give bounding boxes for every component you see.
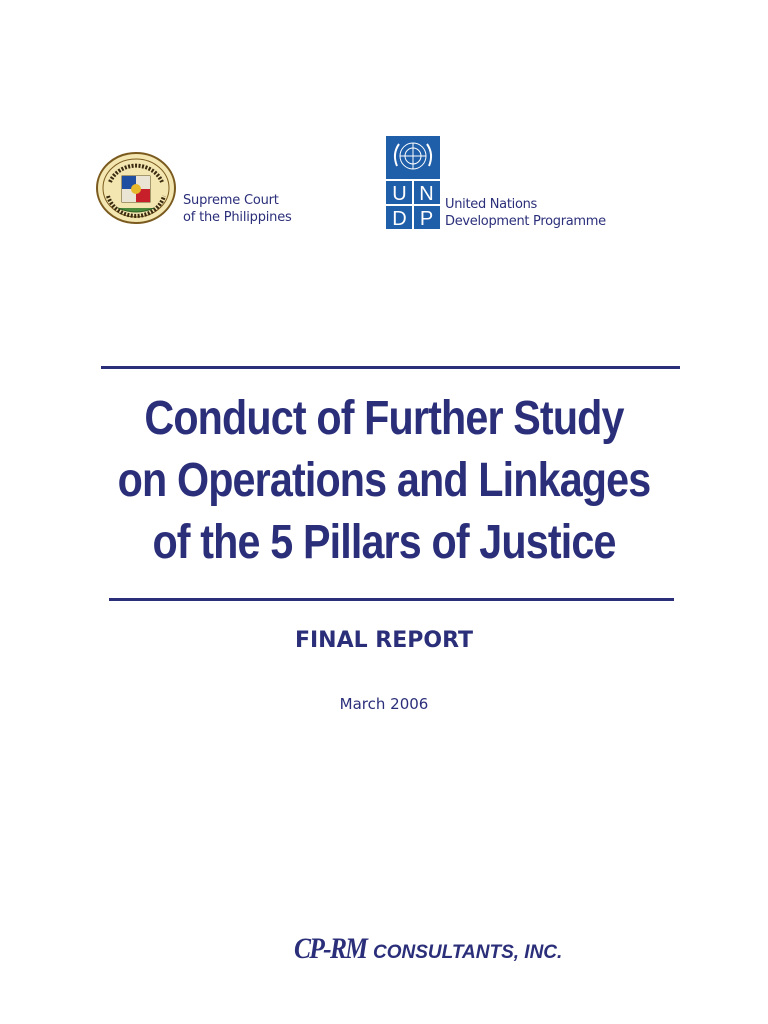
undp-letter-u: U — [392, 183, 407, 205]
undp-label — [445, 196, 606, 230]
supreme-court-line2: of the Philippines — [183, 210, 292, 225]
undp-letter-p: P — [419, 208, 434, 229]
title-top-divider — [101, 366, 680, 369]
undp-letter-d: D — [392, 208, 407, 229]
undp-letter-n: N — [419, 183, 434, 205]
supreme-court-line1: Supreme Court — [183, 193, 279, 208]
report-date: March 2006 — [339, 695, 429, 713]
title-line3: of the 5 Pillars of Justice — [152, 516, 616, 569]
firm-mark: CP-RM — [294, 932, 367, 965]
title-line2: on Operations and Linkages — [117, 454, 651, 507]
report-subtitle: FINAL REPORT — [294, 628, 474, 653]
firm-name: CONSULTANTS, INC. — [373, 942, 563, 963]
report-title — [105, 388, 662, 574]
supreme-court-label — [183, 192, 292, 226]
firm-logo — [294, 932, 562, 972]
undp-line2: Development Programme — [445, 214, 606, 229]
title-bottom-divider — [109, 598, 674, 601]
undp-line1: United Nations — [445, 197, 538, 212]
title-line1: Conduct of Further Study — [144, 392, 624, 445]
undp-logo-icon — [386, 136, 440, 229]
supreme-court-seal-icon — [96, 152, 176, 224]
